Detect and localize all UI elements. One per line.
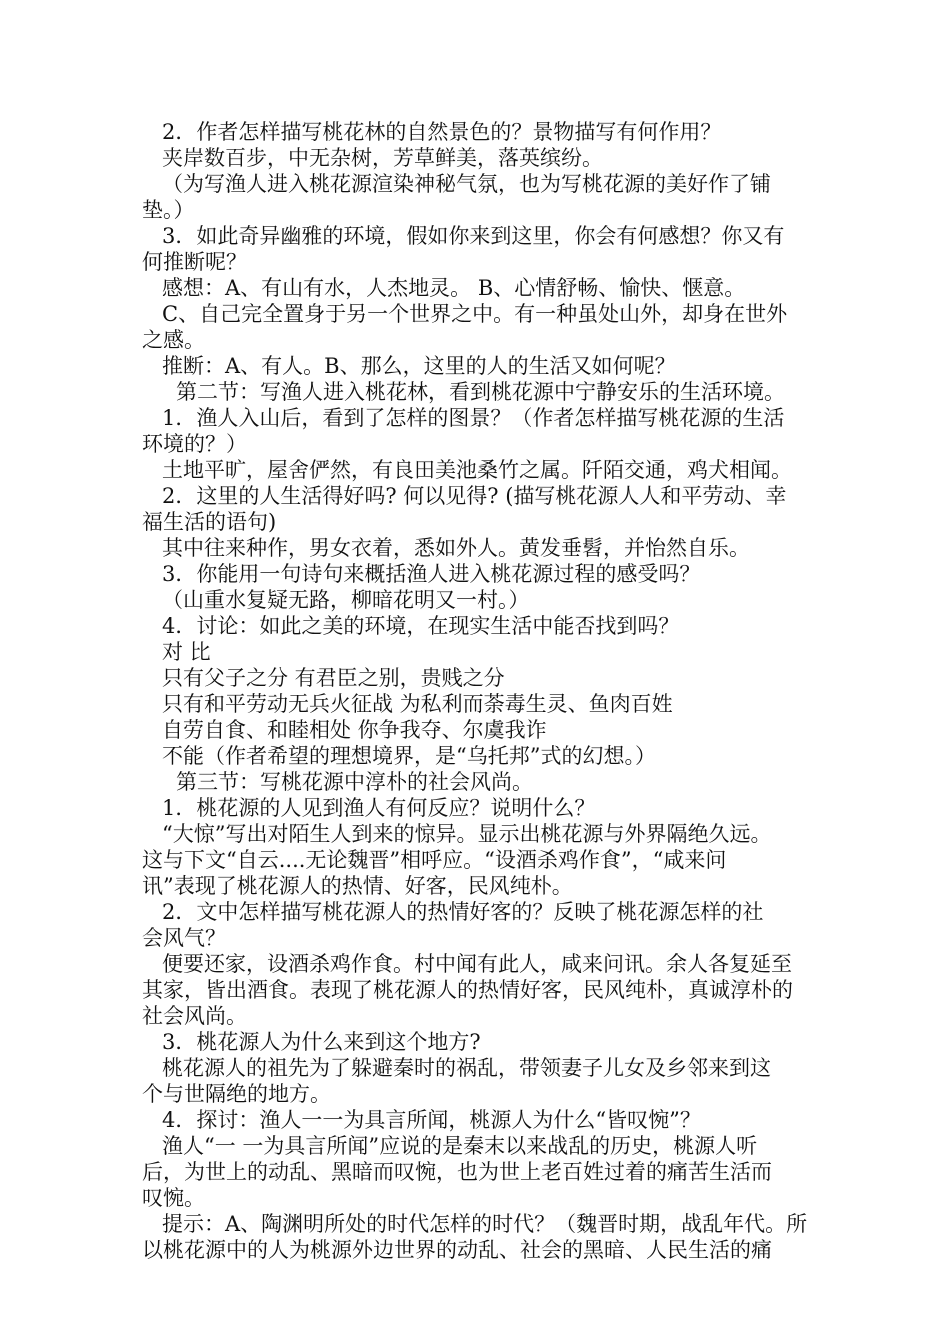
text-line: （为写渔人进入桃花源渲染神秘气氛，也为写桃花源的美好作了铺 (162, 172, 771, 196)
text-line: 3．桃花源人为什么来到这个地方? (162, 1030, 481, 1054)
text-line: 3．你能用一句诗句来概括渔人进入桃花源过程的感受吗？ (162, 562, 701, 586)
document-body (142, 119, 812, 1263)
text-line: 4．探讨：渔人一一为具言所闻，桃源人为什么“皆叹惋”？ (162, 1108, 701, 1132)
text-line: 感想：A、有山有水，人杰地灵。 B、心情舒畅、愉快、惬意。 (162, 276, 746, 300)
text-line: “大惊”写出对陌生人到来的惊异。显示出桃花源与外界隔绝久远。 (162, 822, 772, 846)
text-line: 环境的？） (142, 432, 247, 456)
text-line: 提示：A、陶渊明所处的时代怎样的时代？（魏晋时期，战乱年代。所 (162, 1212, 808, 1236)
text-line: 1．桃花源的人见到渔人有何反应？说明什么？ (162, 796, 596, 820)
text-line: C、自己完全置身于另一个世界之中。有一种虽处山外，却身在世外 (162, 302, 788, 326)
text-line: 2．文中怎样描写桃花源人的热情好客的？反映了桃花源怎样的社 (162, 900, 764, 924)
text-line: （山重水复疑无路，柳暗花明又一村。） (162, 588, 530, 612)
text-line: 渔人“一 一为具言所闻”应说的是秦末以来战乱的历史，桃源人听 (162, 1134, 758, 1158)
text-line: 只有和平劳动无兵火征战 为私利而荼毒生灵、鱼肉百姓 (162, 692, 673, 716)
text-line: 4．讨论：如此之美的环境，在现实生活中能否找到吗？ (162, 614, 680, 638)
text-line: 便要还家，设酒杀鸡作食。村中闻有此人，咸来问讯。余人各复延至 (162, 952, 792, 976)
section-heading: 第二节：写渔人进入桃花林，看到桃花源中宁静安乐的生活环境。 (176, 380, 785, 404)
text-line: 福生活的语句) (142, 510, 277, 534)
text-line: 其家，皆出酒食。表现了桃花源人的热情好客，民风纯朴，真诚淳朴的 (142, 978, 793, 1002)
text-line: 桃花源人的祖先为了躲避秦时的祸乱，带领妻子儿女及乡邻来到这 (162, 1056, 771, 1080)
text-line: 不能（作者希望的理想境界，是“乌托邦”式的幻想。） (162, 744, 656, 768)
text-line: 3．如此奇异幽雅的环境，假如你来到这里，你会有何感想？你又有 (162, 224, 785, 248)
text-line: 只有父子之分 有君臣之别，贵贱之分 (162, 666, 505, 690)
text-line: 后，为世上的动乱、黑暗而叹惋，也为世上老百姓过着的痛苦生活而 (142, 1160, 772, 1184)
text-line: 土地平旷，屋舍俨然，有良田美池桑竹之属。阡陌交通，鸡犬相闻。 (162, 458, 792, 482)
text-line: 1．渔人入山后，看到了怎样的图景？（作者怎样描写桃花源的生活 (162, 406, 785, 430)
text-line: 何推断呢？ (142, 250, 247, 274)
text-line: 推断：A、有人。B、那么，这里的人的生活又如何呢？ (162, 354, 676, 378)
text-line: 其中往来种作，男女衣着，悉如外人。黄发垂髫，并怡然自乐。 (162, 536, 750, 560)
text-line: 社会风尚。 (142, 1004, 247, 1028)
text-line: 会风气？ (142, 926, 226, 950)
text-line: 垫。） (142, 198, 195, 222)
text-line: 以桃花源中的人为桃源外边世界的动乱、社会的黑暗、人民生活的痛 (142, 1238, 772, 1262)
text-line: 自劳自食、和睦相处 你争我夺、尔虞我诈 (162, 718, 547, 742)
section-heading: 第三节：写桃花源中淳朴的社会风尚。 (176, 770, 533, 794)
text-line: 这与下文“自云....无论魏晋”相呼应。“设酒杀鸡作食”，“咸来问 (142, 848, 727, 872)
text-line: 之感。 (142, 328, 205, 352)
text-line: 个与世隔绝的地方。 (142, 1082, 331, 1106)
text-line: 2．这里的人生活得好吗? 何以见得? (描写桃花源人人和平劳动、幸 (162, 484, 787, 508)
text-line: 讯”表现了桃花源人的热情、好客，民风纯朴。 (142, 874, 573, 898)
text-line: 2．作者怎样描写桃花林的自然景色的？景物描写有何作用？ (162, 120, 722, 144)
text-line: 夹岸数百步，中无杂树，芳草鲜美，落英缤纷。 (162, 146, 603, 170)
text-line: 对 比 (162, 640, 211, 664)
text-line: 叹惋。 (142, 1186, 205, 1210)
